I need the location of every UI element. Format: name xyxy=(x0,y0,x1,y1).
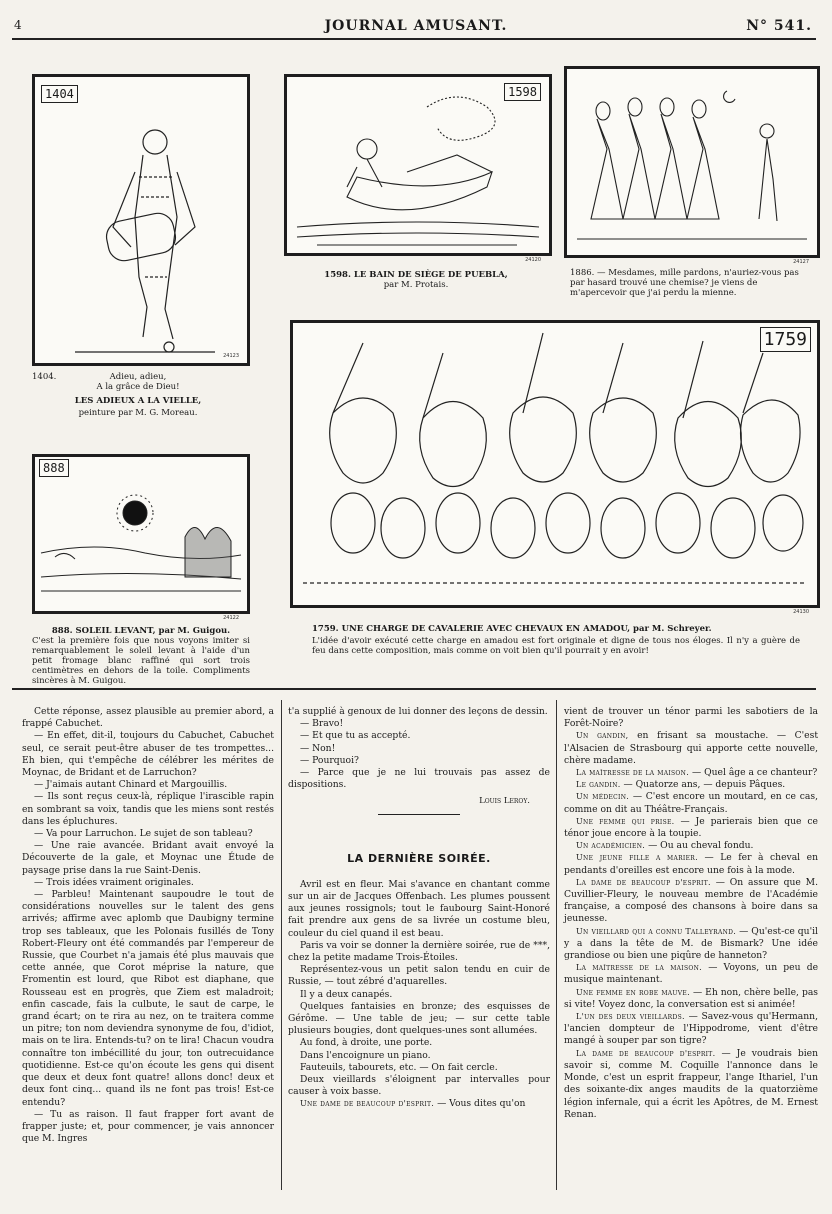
paragraph: Cette réponse, assez plausible au premier abord, a frappé Cabuchet. xyxy=(22,706,274,730)
caption-bain xyxy=(290,270,542,290)
speech: — Quel âge a ce chanteur? xyxy=(691,767,818,779)
caption-title: 1598. LE BAIN DE SIÈGE DE PUEBLA, xyxy=(324,270,508,280)
illustration-vielle xyxy=(32,74,250,366)
paragraph: Fauteuils, tabourets, etc. — On fait cercle. xyxy=(300,1061,498,1073)
speaker: La maîtresse de la maison. xyxy=(576,963,703,973)
paragraph: — En effet, dit-il, toujours du Cabuchet, Cabuchet seul, ce serait peut-être abuser de tes trompettes... Eh bien, qui t'empêche de célébrer les mérites de Moynac, de Bridant et de Larruchon? xyxy=(22,730,274,779)
paragraph: Représentez-vous un petit salon tendu en cuir de Russie, — tout zébré d'aquarelles. xyxy=(288,964,550,988)
dialogue-line xyxy=(564,852,818,876)
section-rule xyxy=(12,688,816,690)
page-number: 4 xyxy=(14,18,23,32)
catalog-tag: 1759 xyxy=(760,327,811,352)
engraver-number: 24123 xyxy=(223,353,239,359)
rising-sun-drawing xyxy=(35,457,247,611)
catalog-tag: 888 xyxy=(39,459,69,477)
speaker: Une femme qui prise. xyxy=(576,816,675,826)
issue-number: N° 541. xyxy=(746,18,812,34)
caption-text: L'idée d'avoir exécuté cette charge en amadou est fort originale et digne de tous nos éloges. Il n'y a guère de feu dans cette composition, mais comme on voit bien qu'il pourrait y en avoir! xyxy=(312,636,800,656)
paragraph: — Parbleu! Maintenant saupoudre le tout de considérations nouvelles sur le talent des gens arrivés; affirme avec aplomb que Daubigny termine trop ses tableaux, que les Polonais fusillés de Tony Robert-Fleury ont été commandés par l'empereur de Russie, que Courbet n'a jamais été plus mauvais que cette année, que Corot méprise la nature, que Fromentin est lourd, que Ribot est diaphane, que Rousseau est en progrès, que Ziem est maladroit; enfin cascade, fais la culbute, le saut de carpe, le grand écart; on te rira au nez, on te traitera comme un pitre; ton nom deviendra synonyme de fou, d'idiot, mais on te lira. Entends-tu? on te lira! Chacun voudra connaître ton imbécillité du jour, ton outrecuidance quotidienne. Est-ce qu'on écoute les gens qui disent que deux et deux font quatre! allons donc! deux et deux font cinq... quand ils ne font pas trois! Est-ce entendu? xyxy=(22,889,274,1108)
speaker: La dame de beaucoup d'esprit. xyxy=(576,877,711,887)
page-header xyxy=(0,14,832,38)
caption-soleil xyxy=(32,626,250,686)
paragraph: — Ils sont reçus ceux-là, réplique l'irascible rapin en sombrant sa voix, tandis que les miens sont restés dans les épluchures. xyxy=(22,791,274,827)
journal-title: JOURNAL AMUSANT. xyxy=(324,18,508,34)
caption-title: 888. SOLEIL LEVANT, par M. Guigou. xyxy=(51,626,231,636)
paragraph: Paris va voir se donner la dernière soirée, rue de ***, chez la petite madame Trois-Étoiles. xyxy=(288,939,550,964)
paragraph: Avril est en fleur. Mai s'avance en chantant comme sur un air de Jacques Offenbach. Les plumes poussent aux jeunes rossignols; tout le faubourg Saint-Honoré fait prendre aux gens de sa livrée un costume bleu, couleur du ciel quand il est beau. xyxy=(288,878,550,939)
caption-number: 1404. xyxy=(32,372,57,382)
speech: en frisant sa moustache. — C'est l'Alsacien de Strasbourg qui apporte cette nouvelle, chère madame. xyxy=(564,730,819,766)
section-title: LA DERNIÈRE SOIRÉE. xyxy=(347,851,491,865)
author-signature: Louis Leroy. xyxy=(479,796,530,807)
paragraph: — J'aimais autant Chinard et Margouillis. xyxy=(34,779,228,791)
catalog-tag: 1404 xyxy=(41,85,78,103)
speech: — Qu'est-ce qu'il y a dans la tête de M. de Bismark? Une idée grandiose ou bien une piqûre de hanneton? xyxy=(564,925,818,962)
caption-line: Adieu, adieu, xyxy=(109,372,167,382)
speaker: Un médecin. xyxy=(576,792,630,802)
speech: — Savez-vous qu'Hermann, l'ancien dompteur de l'Hippodrome, vient d'être mangé à souper par son tigre? xyxy=(564,1011,819,1047)
column-divider xyxy=(281,700,282,1190)
catalog-tag: 1598 xyxy=(504,83,541,101)
column-3 xyxy=(564,706,818,1121)
engraver-number: 24127 xyxy=(793,259,809,265)
ladies-drawing xyxy=(567,69,817,255)
paragraph: — Une raie avancée. Bridant avait envoyé la Découverte de la gale, et Moynac une Étude de paysage prise dans la rue Saint-Denis. xyxy=(22,840,274,876)
paragraph: — Tu as raison. Il faut frapper fort avant de frapper juste; et, pour commencer, je vais annoncer que M. Ingres xyxy=(22,1108,274,1145)
paragraph: — Parce que je ne lui trouvais pas assez de dispositions. xyxy=(288,767,550,791)
dialogue-line xyxy=(564,1048,818,1121)
speaker: Un académicien. xyxy=(576,841,646,851)
illustration-bain xyxy=(284,74,552,263)
dialogue-line xyxy=(564,926,818,963)
engraver-number: 24130 xyxy=(793,609,809,615)
speech: — Eh non, chère belle, pas si vite! Voyez donc, la conversation est si animée! xyxy=(564,986,819,1010)
speech: — Voyons, un peu de musique maintenant. xyxy=(564,962,819,986)
paragraph: — Va pour Larruchon. Le sujet de son tableau? xyxy=(34,828,253,840)
paragraph: — Trois idées vraiment originales. xyxy=(34,876,194,888)
speaker: Un gandin, xyxy=(576,731,629,741)
paragraph: Au fond, à droite, une porte. xyxy=(300,1037,433,1049)
dialogue-line xyxy=(564,791,818,815)
speech: — Le fer à cheval en pendants d'oreilles est encore une fois à la mode. xyxy=(564,852,818,876)
speaker: L'un des deux vieillards. xyxy=(576,1012,685,1022)
speech: — C'est encore un moutard, en ce cas, comme on dit au Théâtre-Français. xyxy=(564,791,818,815)
illustration-cavalerie xyxy=(290,320,820,615)
caption-author: peinture par M. G. Moreau. xyxy=(78,408,198,418)
engraver-number: 24122 xyxy=(223,615,239,621)
dialogue-line xyxy=(564,1011,818,1048)
dialogue-line xyxy=(564,706,818,730)
caption-line: A la grâce de Dieu! xyxy=(96,382,180,392)
speaker: Un vieillard qui a connu Talleyrand. xyxy=(576,926,737,936)
speech: — Vous dites qu'on xyxy=(437,1098,526,1110)
dialogue-line xyxy=(564,730,818,767)
separator xyxy=(378,814,460,815)
speaker: Une jeune fille a marier. xyxy=(576,853,698,863)
speech: — Ou au cheval fondu. xyxy=(648,840,754,852)
dialogue-line xyxy=(564,840,818,852)
speaker: Le gandin. xyxy=(576,780,621,790)
caption-title: 1759. UNE CHARGE DE CAVALERIE AVEC CHEVAUX EN AMADOU, par M. Schreyer. xyxy=(312,624,712,634)
dialogue-line xyxy=(564,779,818,791)
speaker: Une femme en robe mauve. xyxy=(576,987,690,997)
dialogue-line xyxy=(288,1098,550,1110)
caption-chemise: 1886. — Mesdames, mille pardons, n'auriez-vous pas par hasard trouvé une chemise? je viens de m'apercevoir que j'ai perdu la mienne. xyxy=(570,268,799,298)
speaker: La dame de beaucoup d'esprit. xyxy=(576,1048,716,1058)
column-2 xyxy=(288,706,550,1111)
paragraph: — Pourquoi? xyxy=(300,754,359,766)
paragraph: Deux vieillards s'éloignent par intervalles pour causer à voix basse. xyxy=(288,1074,550,1098)
speaker: Une dame de beaucoup d'esprit. xyxy=(300,1099,435,1109)
bath-boat-drawing xyxy=(287,77,549,253)
dialogue-line xyxy=(564,962,818,986)
caption-text: C'est la première fois que nous voyons imiter si remarquablement le soleil levant à l'aide d'un petit fromage blanc raffiné qui sort trois centimètres en dehors de la toile. Compliments sincères à M. Guigou. xyxy=(32,636,250,686)
caption-cavalerie xyxy=(312,624,800,656)
header-rule xyxy=(12,38,816,40)
speaker: La maîtresse de la maison. xyxy=(576,768,690,778)
column-divider xyxy=(556,700,557,1190)
caption-title: LES ADIEUX A LA VIELLE, xyxy=(74,396,202,406)
paragraph: Quelques fantaisies en bronze; des esquisses de Gérôme. — Une table de jeu; — sur cette table plusieurs bougies, dont quelques-unes sont allumées. xyxy=(288,1000,550,1037)
speech: — Quatorze ans, — depuis Pâques. xyxy=(623,779,786,791)
engraver-number: 24120 xyxy=(525,257,541,263)
paragraph: — Non! xyxy=(300,742,336,754)
cavalry-charge-drawing xyxy=(293,323,817,605)
dialogue-line xyxy=(564,816,818,840)
paragraph: Dans l'encoignure un piano. xyxy=(300,1049,431,1061)
caption-author: par M. Protais. xyxy=(383,280,449,290)
caption-vielle xyxy=(32,372,244,418)
speech: — Je parierais bien que ce ténor joue encore à la toupie. xyxy=(564,815,818,840)
paragraph: t'a supplié à genoux de lui donner des leçons de dessin. xyxy=(288,706,548,717)
paragraph: Il y a deux canapés. xyxy=(300,988,393,1000)
dialogue-line xyxy=(564,877,818,926)
illustration-chemise xyxy=(564,66,820,265)
vielle-player-drawing xyxy=(35,77,247,363)
speech: — On assure que M. Cuvillier-Fleury, le nouveau membre de l'Académie française, a composé des chansons à boire dans sa jeunesse. xyxy=(564,876,818,925)
speech: vient de trouver un ténor parmi les sabotiers de la Forêt-Noire? xyxy=(564,706,818,730)
dialogue-line xyxy=(564,987,818,1011)
paragraph: — Bravo! xyxy=(300,718,344,730)
illustration-soleil xyxy=(32,454,250,621)
column-1 xyxy=(22,706,274,1145)
paragraph: — Et que tu as accepté. xyxy=(300,730,411,742)
speech: — Je voudrais bien savoir si, comme M. Coquille l'annonce dans le Monde, c'est un esprit frappeur, l'ange Ithariel, l'un des soixante-dix anges maudits de la quatorzième légion infernale, qui a écrit les Apôtres, de M. Ernest Renan. xyxy=(564,1047,818,1120)
dialogue-line xyxy=(564,767,818,779)
